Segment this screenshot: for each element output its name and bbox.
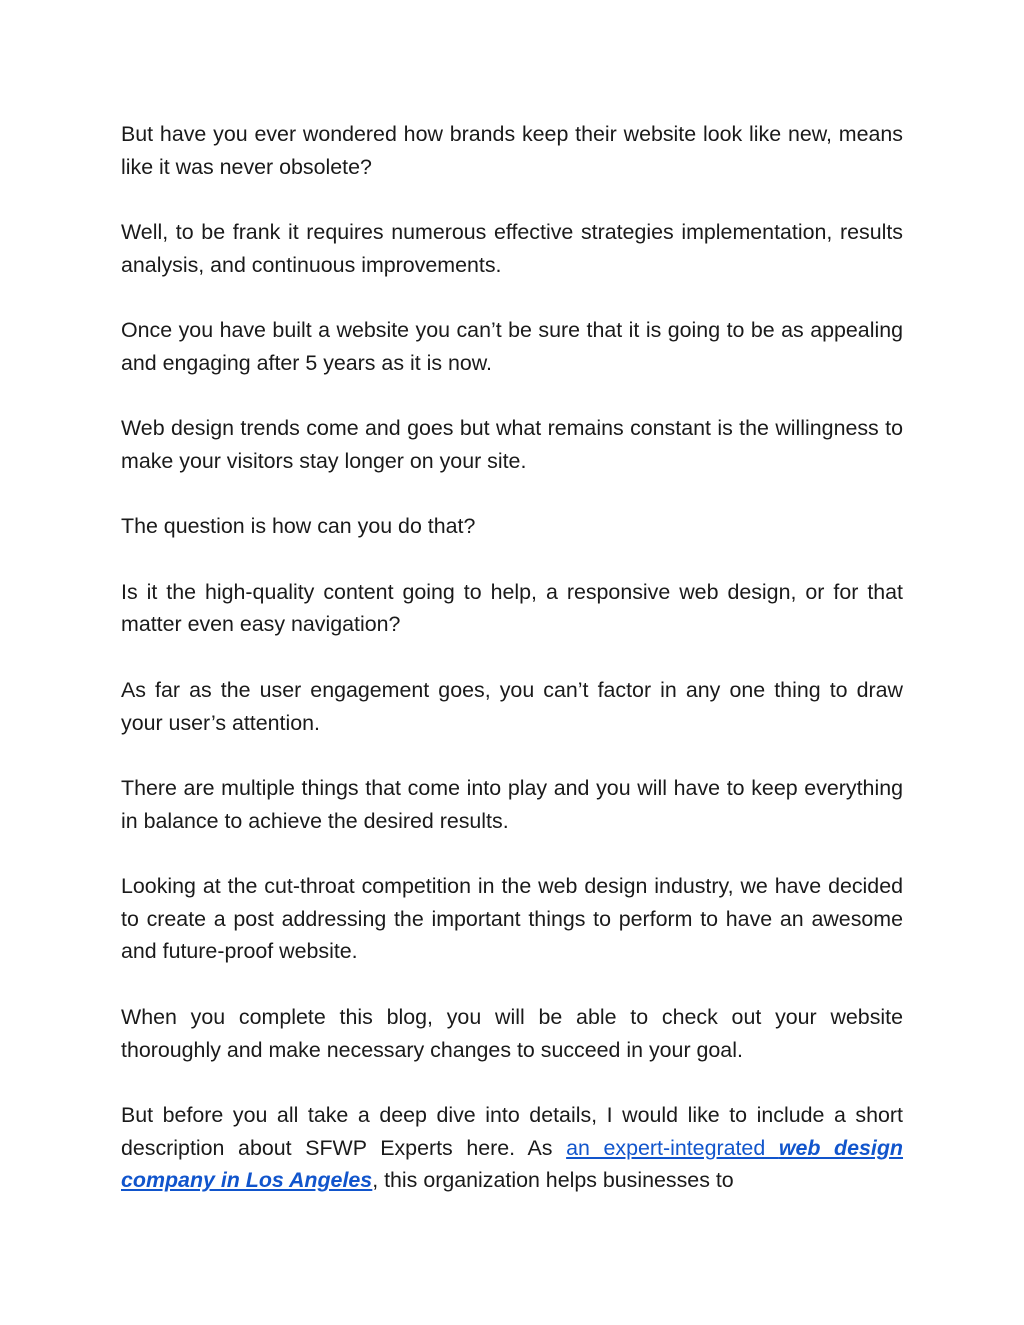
paragraph-text-before-link: But before you all take a deep dive into details, I would like to include a short description about SFWP Experts here. As [121, 1102, 903, 1160]
paragraph: When you complete this blog, you will be able to check out your website thoroughly and make necessary changes to succeed in your goal. [121, 1004, 903, 1062]
paragraph: Looking at the cut-throat competition in the web design industry, we have decided to create a post addressing the important things to perform to have an awesome and future-proof website. [121, 874, 903, 964]
paragraph: The question is how can you do that? [121, 514, 476, 539]
paragraph-with-link [121, 1099, 903, 1197]
paragraph: But have you ever wondered how brands keep their website look like new, means like it was never obsolete? [121, 122, 903, 179]
paragraph: Web design trends come and goes but what remains constant is the willingness to make your visitors stay longer on your site. [121, 416, 903, 473]
document-body [121, 118, 903, 1230]
paragraph: Once you have built a website you can’t be sure that it is going to be as appealing and engaging after 5 years as it is now. [121, 318, 903, 375]
paragraph-text-after-link: , this organization helps businesses to [372, 1168, 734, 1193]
paragraph: There are multiple things that come into play and you will have to keep everything in balance to achieve the desired results. [121, 775, 903, 833]
company-link-text[interactable]: an expert-integrated [566, 1135, 779, 1160]
company-link-strong-text[interactable]: web design company in Los Angeles [121, 1135, 903, 1193]
paragraph: As far as the user engagement goes, you can’t factor in any one thing to draw your user’s attention. [121, 677, 903, 735]
paragraph: Well, to be frank it requires numerous effective strategies implementation, results analysis, and continuous improvements. [121, 220, 903, 277]
paragraph: Is it the high-quality content going to help, a responsive web design, or for that matter even easy navigation? [121, 579, 903, 637]
